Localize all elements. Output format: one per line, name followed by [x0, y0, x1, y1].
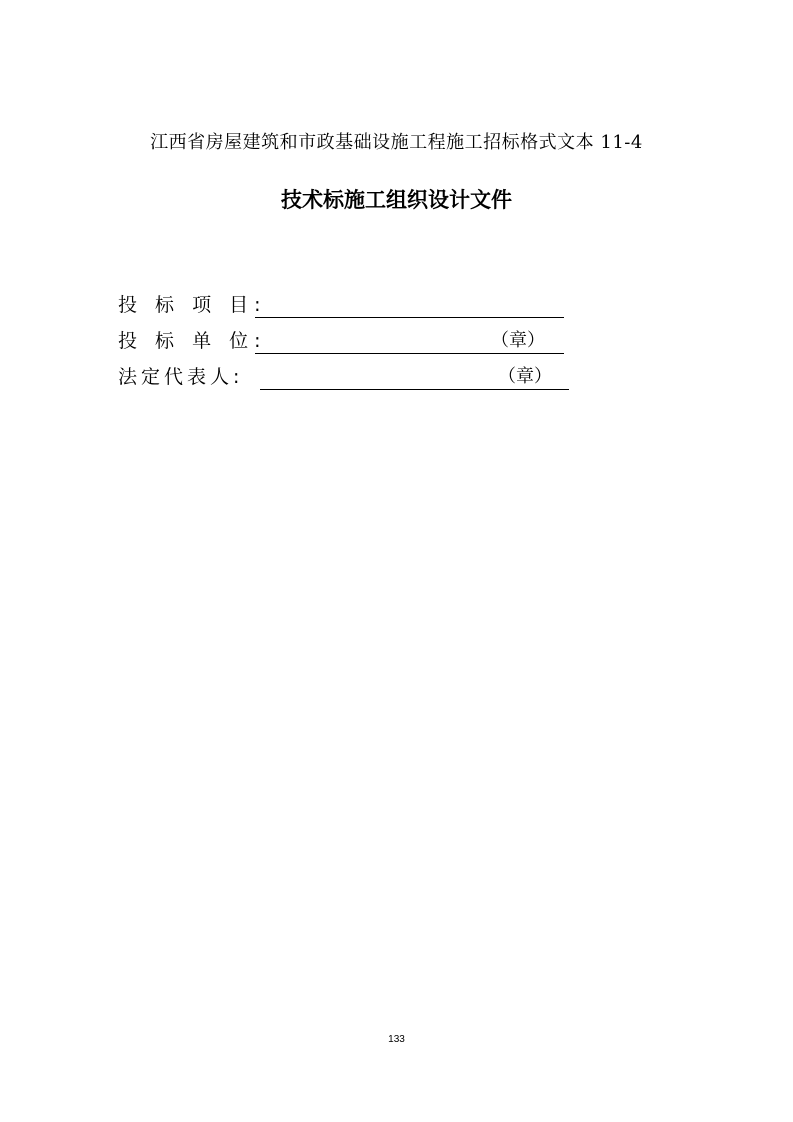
field-bidder-unit [118, 326, 568, 354]
field-label: 法定代表人: [118, 366, 244, 388]
field-label: 投 标 项 目: [118, 294, 267, 316]
field-legal-representative [118, 362, 573, 390]
document-title: 技术标施工组织设计文件 [281, 188, 512, 212]
seal-mark: （章） [491, 330, 545, 351]
field-bid-project [118, 290, 568, 318]
page-number: 133 [388, 1034, 405, 1045]
signature-line[interactable] [255, 353, 564, 354]
signature-line[interactable] [255, 317, 564, 318]
document-header: 江西省房屋建筑和市政基础设施工程施工招标格式文本 11-4 [150, 132, 643, 153]
seal-mark: （章） [498, 366, 552, 387]
field-label: 投 标 单 位: [118, 330, 267, 352]
signature-line[interactable] [260, 389, 569, 390]
